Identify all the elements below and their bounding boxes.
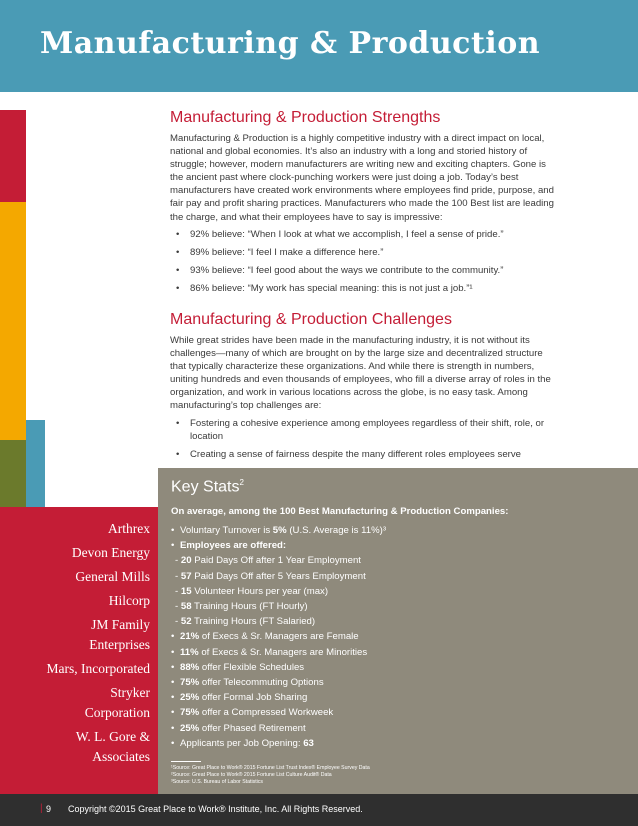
footnote: ²Source: Great Place to Work® 2015 Fortune List Culture Audit® Data	[171, 772, 332, 778]
stat-value: 52	[180, 616, 192, 628]
stat-item: • 25% offer Phased Retirement	[171, 721, 591, 736]
challenges-list	[170, 417, 558, 461]
stat-value: 75%	[180, 707, 200, 719]
page-number: 9	[46, 804, 52, 814]
challenges-body: While great strides have been made in the manufacturing industry, it is not without its challenges—many of which are brought on by the large size and decentralized structure that typically characterize these organizations. And while there is strength in numbers, uniting hundreds and even thousands of employees, who fill a diverse array of roles in the organization, and work in various locations across the globe, is no easy task. Among manufacturing’s top challenges are:	[170, 335, 551, 412]
list-item: • Fostering a cohesive experience among employees regardless of their shift, role, or location	[170, 417, 558, 443]
companies-panel	[0, 507, 158, 794]
decor-bar-blue	[26, 420, 45, 507]
page-title: Manufacturing & Production	[40, 26, 541, 61]
list-item: • 92% believe: “When I look at what we accomplish, I feel a sense of pride.”	[170, 228, 558, 241]
copyright-text: Copyright ©2015 Great Place to Work® Institute, Inc. All Rights Reserved.	[68, 804, 363, 814]
page-header	[0, 0, 638, 92]
footnote-divider	[171, 761, 201, 762]
company-name: Devon Energy	[71, 545, 150, 560]
list-item: • 89% believe: “I feel I make a difference here.”	[170, 246, 558, 259]
decor-bar-yellow	[0, 202, 26, 440]
footer-divider: |	[40, 803, 43, 814]
stat-sub-item: - 15 Volunteer Hours per year (max)	[175, 585, 329, 597]
stat-value: 20	[180, 555, 192, 567]
page-footer	[0, 794, 638, 826]
stat-item: • 88% offer Flexible Schedules	[171, 660, 591, 675]
stat-item: • 11% of Execs & Sr. Managers are Minorities	[171, 645, 591, 660]
key-stats-title-text: Key Stats	[171, 478, 240, 496]
stat-value: 25%	[180, 722, 200, 734]
stat-value: 5%	[272, 525, 287, 536]
company-name: Mars, Incorporated	[46, 661, 150, 676]
key-stats-title	[171, 478, 244, 496]
list-item: • Creating a sense of fairness despite the many different roles employees serve	[170, 448, 558, 461]
key-stats-panel	[158, 468, 638, 794]
strengths-heading: Manufacturing & Production Strengths	[170, 109, 441, 126]
stat-sub-item: - 20 Paid Days Off after 1 Year Employment	[175, 555, 361, 567]
company-name: Arthrex	[108, 521, 150, 536]
decor-bar-olive	[0, 440, 26, 507]
key-stats-footnote-mark: 2	[239, 478, 244, 487]
stat-value: 88%	[180, 661, 200, 673]
stat-value: 57	[180, 570, 192, 582]
company-name: W. L. Gore &	[75, 729, 150, 744]
strengths-section	[170, 109, 558, 300]
stat-sub-item: - 58 Training Hours (FT Hourly)	[175, 601, 308, 613]
company-name: Stryker	[110, 685, 150, 700]
decor-bar-red	[0, 110, 26, 202]
stat-item: • 21% of Execs & Sr. Managers are Female	[171, 629, 591, 644]
company-name: Associates	[92, 749, 150, 764]
stat-value: 21%	[180, 631, 200, 643]
key-stats-intro: On average, among the 100 Best Manufacturing & Production Companies:	[171, 506, 509, 517]
stat-value: 15	[180, 585, 192, 597]
stat-item	[171, 538, 591, 553]
stat-item: • 75% offer Telecommuting Options	[171, 675, 591, 690]
stat-value: 25%	[180, 692, 200, 704]
stat-sub-item: - 57 Paid Days Off after 5 Years Employment	[175, 570, 366, 582]
stat-value: 75%	[180, 677, 200, 689]
list-item: • 93% believe: “I feel good about the ways we contribute to the community.”	[170, 264, 558, 277]
company-name: Hilcorp	[108, 593, 150, 608]
company-name: Enterprises	[89, 637, 150, 652]
footnote: ³Source: U.S. Bureau of Labor Statistics	[171, 779, 263, 785]
key-stats-list	[171, 523, 591, 751]
stat-sub-item: - 52 Training Hours (FT Salaried)	[175, 616, 316, 628]
stat-value: 63	[303, 737, 314, 749]
stat-item: • 75% offer a Compressed Workweek	[171, 705, 591, 720]
company-name: Corporation	[84, 705, 150, 720]
stat-value: 11%	[180, 646, 199, 658]
companies-list	[0, 519, 158, 767]
stat-value: 58	[180, 601, 192, 613]
footnote: ¹Source: Great Place to Work® 2015 Fortune List Trust Index® Employee Survey Data	[171, 765, 370, 771]
company-name: JM Family	[91, 617, 150, 632]
stat-item: • 25% offer Formal Job Sharing	[171, 690, 591, 705]
stat-item: • Voluntary Turnover is 5% (U.S. Average is 11%)³	[171, 523, 591, 538]
strengths-body: Manufacturing & Production is a highly competitive industry with a direct impact on local, national and global economies. It’s also an industry with a long and storied history of struggle; however, modern manufacturers are writing new and exciting chapters. Gone is the ancient past where clock-punching workers were just doing a job. Today’s best manufacturers have created work environments where employees find pride, purpose, and fair pay and profit sharing practices. Manufacturers who made the 100 Best list are leading the charge, and what their employees have to say is impressive:	[170, 133, 554, 223]
stat-item: • Applicants per Job Opening: 63	[171, 736, 591, 751]
challenges-section	[170, 311, 558, 466]
strengths-list	[170, 228, 558, 295]
company-name: General Mills	[75, 569, 150, 584]
list-item: • 86% believe: “My work has special meaning: this is not just a job.”¹	[170, 282, 558, 295]
stat-value: Employees are offered:	[180, 540, 287, 552]
challenges-heading: Manufacturing & Production Challenges	[170, 311, 452, 328]
footnotes	[171, 765, 370, 786]
